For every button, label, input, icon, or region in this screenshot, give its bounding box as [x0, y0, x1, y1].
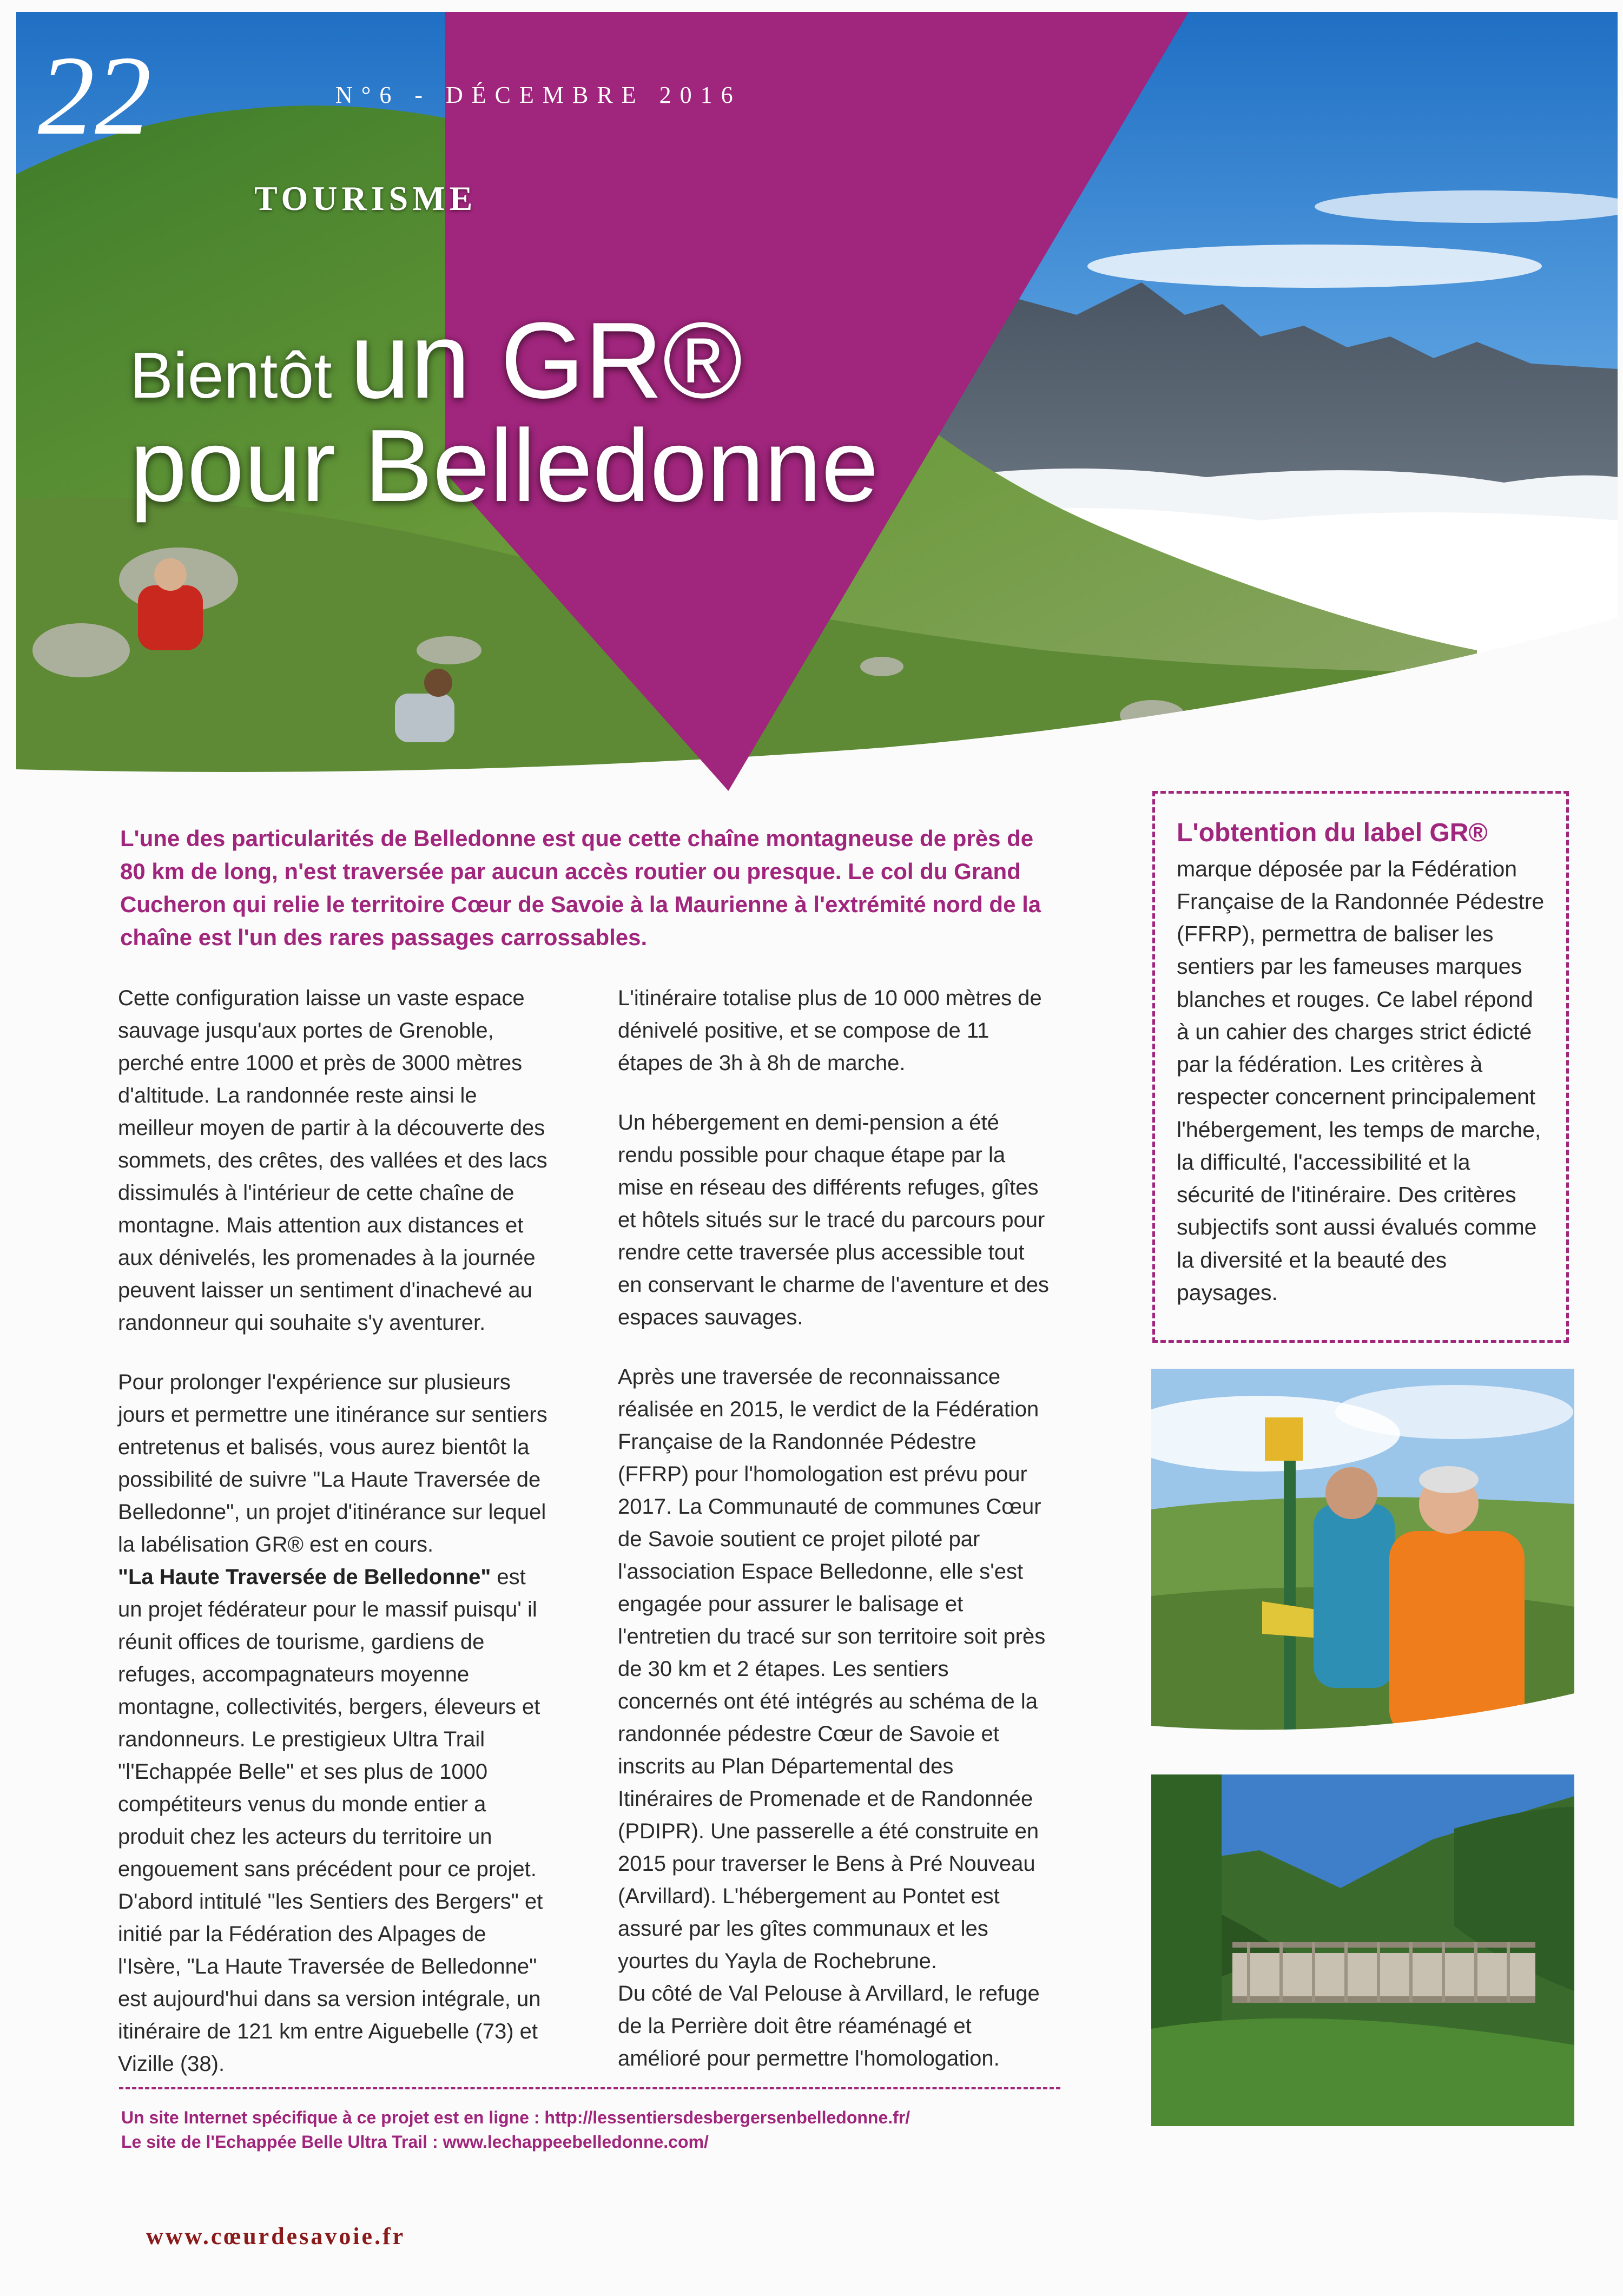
- paragraph: Cette configuration laisse un vaste espace sauvage jusqu'aux portes de Grenoble, perché entre 1000 et près de 3000 mètres d'altitude. La randonnée reste ainsi le meilleur moyen de partir à la découverte des sommets, des crêtes, des vallées et des lacs dissimulés à l'intérieur de cette chaîne de montagne. Mais attention aux distances et aux dénivelés, les promenades à la journée peuvent laisser un sentiment d'inachevé au randonneur qui souhaite s'y aventurer.: [118, 986, 547, 1335]
- links-divider: [119, 2087, 1060, 2089]
- title-gr: un GR®: [349, 300, 743, 421]
- paragraph: Du côté de Val Pelouse à Arvillard, le refuge de la Perrière doit être réaménagé et amélioré pour permettre l'homologation.: [618, 1982, 1040, 2070]
- article-column-1: [118, 982, 551, 2107]
- article-title: [130, 300, 879, 523]
- paragraph-text: Pour prolonger l'expérience sur plusieurs jours et permettre une itinérance sur sentiers entretenus et balisés, vous aurez bientôt la possibilité de suivre "La Haute Traversée de Belledonne", un projet d'itinérance sur lequel la labélisation GR® est en cours.: [118, 1370, 547, 1556]
- paragraph: Après une traversée de reconnaissance réalisée en 2015, le verdict de la Fédération Française de la Randonnée Pédestre (FFRP) pour l'homologation est prévu pour 2017. La Communauté de communes Cœur de Savoie soutient ce projet piloté par l'association Espace Belledonne, elle s'est engagée pour assurer le balisage et l'entretien du tracé sur son territoire soit près de 30 km et 2 étapes. Les sentiers concernés ont été intégrés au schéma de la randonnée pédestre Cœur de Savoie et inscrits au Plan Départemental des Itinéraires de Promenade et de Randonnée (PDIPR). Une passerelle a été construite en 2015 pour traverser le Bens à Pré Nouveau (Arvillard). L'hébergement au Pontet est assuré par les gîtes communaux et les yourtes du Yayla de Rochebrune.: [618, 1365, 1046, 1973]
- title-word-bientot: Bientôt: [130, 339, 332, 412]
- article-column-2: [618, 982, 1051, 2102]
- section-rubric: TOURISME: [254, 179, 477, 217]
- ultra-trail-website-link[interactable]: Le site de l'Echappée Belle Ultra Trail : www.lechappeebelledonne.com/: [121, 2132, 709, 2152]
- box-body: marque déposée par la Fédération Française de la Randonnée Pédestre (FFRP), permettra de baliser les sentiers par les fameuses marques blanches et rouges. Ce label répond à un cahier des charges strict édicté par la fédération. Les critères à respecter concernent principalement l'hébergement, les temps de marche, la difficulté, l'accessibilité et la sécurité de l'itinéraire. Des critères subjectifs sont aussi évalués comme la diversité et la beauté des paysages.: [1177, 856, 1545, 1305]
- links-block: [121, 2106, 1095, 2154]
- label-info-box: [1152, 791, 1569, 1343]
- box-title: L'obtention du label GR®: [1177, 819, 1488, 847]
- page-number: 22: [38, 33, 151, 159]
- issue-label: N°6 - DÉCEMBRE 2016: [335, 82, 742, 108]
- paragraph: L'itinéraire totalise plus de 10 000 mètres de dénivelé positive, et se compose de 11 étapes de 3h à 8h de marche.: [618, 986, 1042, 1075]
- footer-website[interactable]: www.cœurdesavoie.fr: [146, 2223, 406, 2249]
- project-website-link[interactable]: Un site Internet spécifique à ce projet est en ligne : http://lessentiersdesbergersenbelledonne.fr/: [121, 2108, 911, 2127]
- paragraph: Un hébergement en demi-pension a été rendu possible pour chaque étape par la mise en réseau des différents refuges, gîtes et hôtels situés sur le tracé du parcours pour rendre cette traversée plus accessible tout en conservant le charme de l'aventure et des espaces sauvages.: [618, 1111, 1049, 1329]
- hero-photo: [16, 12, 1618, 791]
- footbridge-photo: [1151, 1774, 1574, 2126]
- paragraph-text: est un projet fédérateur pour le massif puisqu' il réunit offices de tourisme, gardiens de refuges, accompagnateurs moyenne montagne, collectivités, bergers, éleveurs et randonneurs. Le prestigieux Ultra Trail "l'Echappée Belle" et ses plus de 1000 compétiteurs venus du monde entier a produit chez les acteurs du territoire un engouement sans précédent pour ce projet. D'abord intitulé "les Sentiers des Bergers" et initié par la Fédération des Alpages de l'Isère, "La Haute Traversée de Belledonne" est aujourd'hui dans sa version intégrale, un itinéraire de 121 km entre Aiguebelle (73) et Vizille (38).: [118, 1565, 543, 2076]
- paragraph: [118, 1561, 551, 2080]
- signpost-photo: [1151, 1369, 1574, 1737]
- paragraph: [118, 1366, 551, 1561]
- title-line2: pour Belledonne: [130, 408, 879, 523]
- project-name: "La Haute Traversée de Belledonne": [118, 1565, 491, 1589]
- article-lead: L'une des particularités de Belledonne est que cette chaîne montagneuse de près de 80 km de long, n'est traversée par aucun accès routier ou presque. Le col du Grand Cucheron qui relie le territoire Cœur de Savoie à la Maurienne à l'extrémité nord de la chaîne est l'un des rares passages carrossables.: [120, 826, 1041, 950]
